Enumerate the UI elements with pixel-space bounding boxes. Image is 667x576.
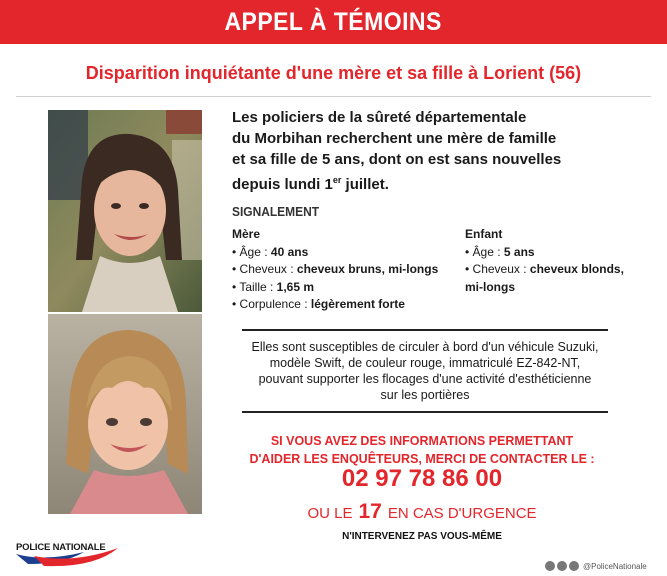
mother-hair: • Cheveux : cheveux bruns, mi-longs: [232, 262, 439, 276]
social-links: [545, 559, 667, 573]
mother-build: • Corpulence : légèrement forte: [232, 297, 405, 311]
logo-text: POLICE NATIONALE: [16, 542, 106, 553]
child-description: [465, 226, 655, 296]
facebook-icon[interactable]: [569, 561, 579, 571]
twitter-icon[interactable]: [557, 561, 567, 571]
header-banner: [0, 0, 667, 44]
social-handle[interactable]: @PoliceNationale: [583, 561, 647, 571]
police-nationale-logo: [14, 538, 122, 568]
mother-heading: Mère: [232, 227, 261, 241]
warning-text: N'INTERVENEZ PAS VOUS-MÊME: [342, 531, 502, 542]
child-photo: [48, 314, 202, 514]
mother-age: • Âge : 40 ans: [232, 244, 309, 259]
signalement-title: SIGNALEMENT: [232, 204, 320, 219]
child-age: • Âge : 5 ans: [465, 244, 535, 259]
vehicle-info: Elles sont susceptibles de circuler à bord d'un véhicule Suzuki, modèle Swift, de couleur rouge, immatriculé EZ-842-NT, pouvant supporter les flocages d'une activité d'esthéticienne sur les portières: [242, 329, 608, 413]
child-hair: • Cheveux : cheveux blonds,: [465, 262, 624, 276]
mother-description: [232, 226, 457, 314]
emergency-line: OU LE 17 EN CAS D'URGENCE: [307, 500, 537, 523]
child-hair-cont: mi-longs: [465, 279, 515, 294]
contact-request: SI VOUS AVEZ DES INFORMATIONS PERMETTANT D'AIDER LES ENQUÊTEURS, MERCI DE CONTACTER LE :: [249, 434, 595, 466]
banner-title: APPEL À TÉMOINS: [224, 7, 443, 36]
instagram-icon[interactable]: [545, 561, 555, 571]
intro-text: Les policiers de la sûreté départementale du Morbihan recherchent une mère de famille et sa fille de 5 ans, dont on est sans nouvelles depuis lundi 1er juillet.: [232, 109, 562, 193]
mother-height: • Taille : 1,65 m: [232, 279, 315, 294]
phone-number[interactable]: 02 97 78 86 00: [341, 465, 503, 492]
divider: [16, 96, 651, 97]
headline: Disparition inquiétante d'une mère et sa fille à Lorient (56): [85, 63, 582, 83]
mother-photo: [48, 110, 202, 312]
child-heading: Enfant: [465, 227, 503, 241]
emergency-number[interactable]: 17: [358, 500, 382, 523]
